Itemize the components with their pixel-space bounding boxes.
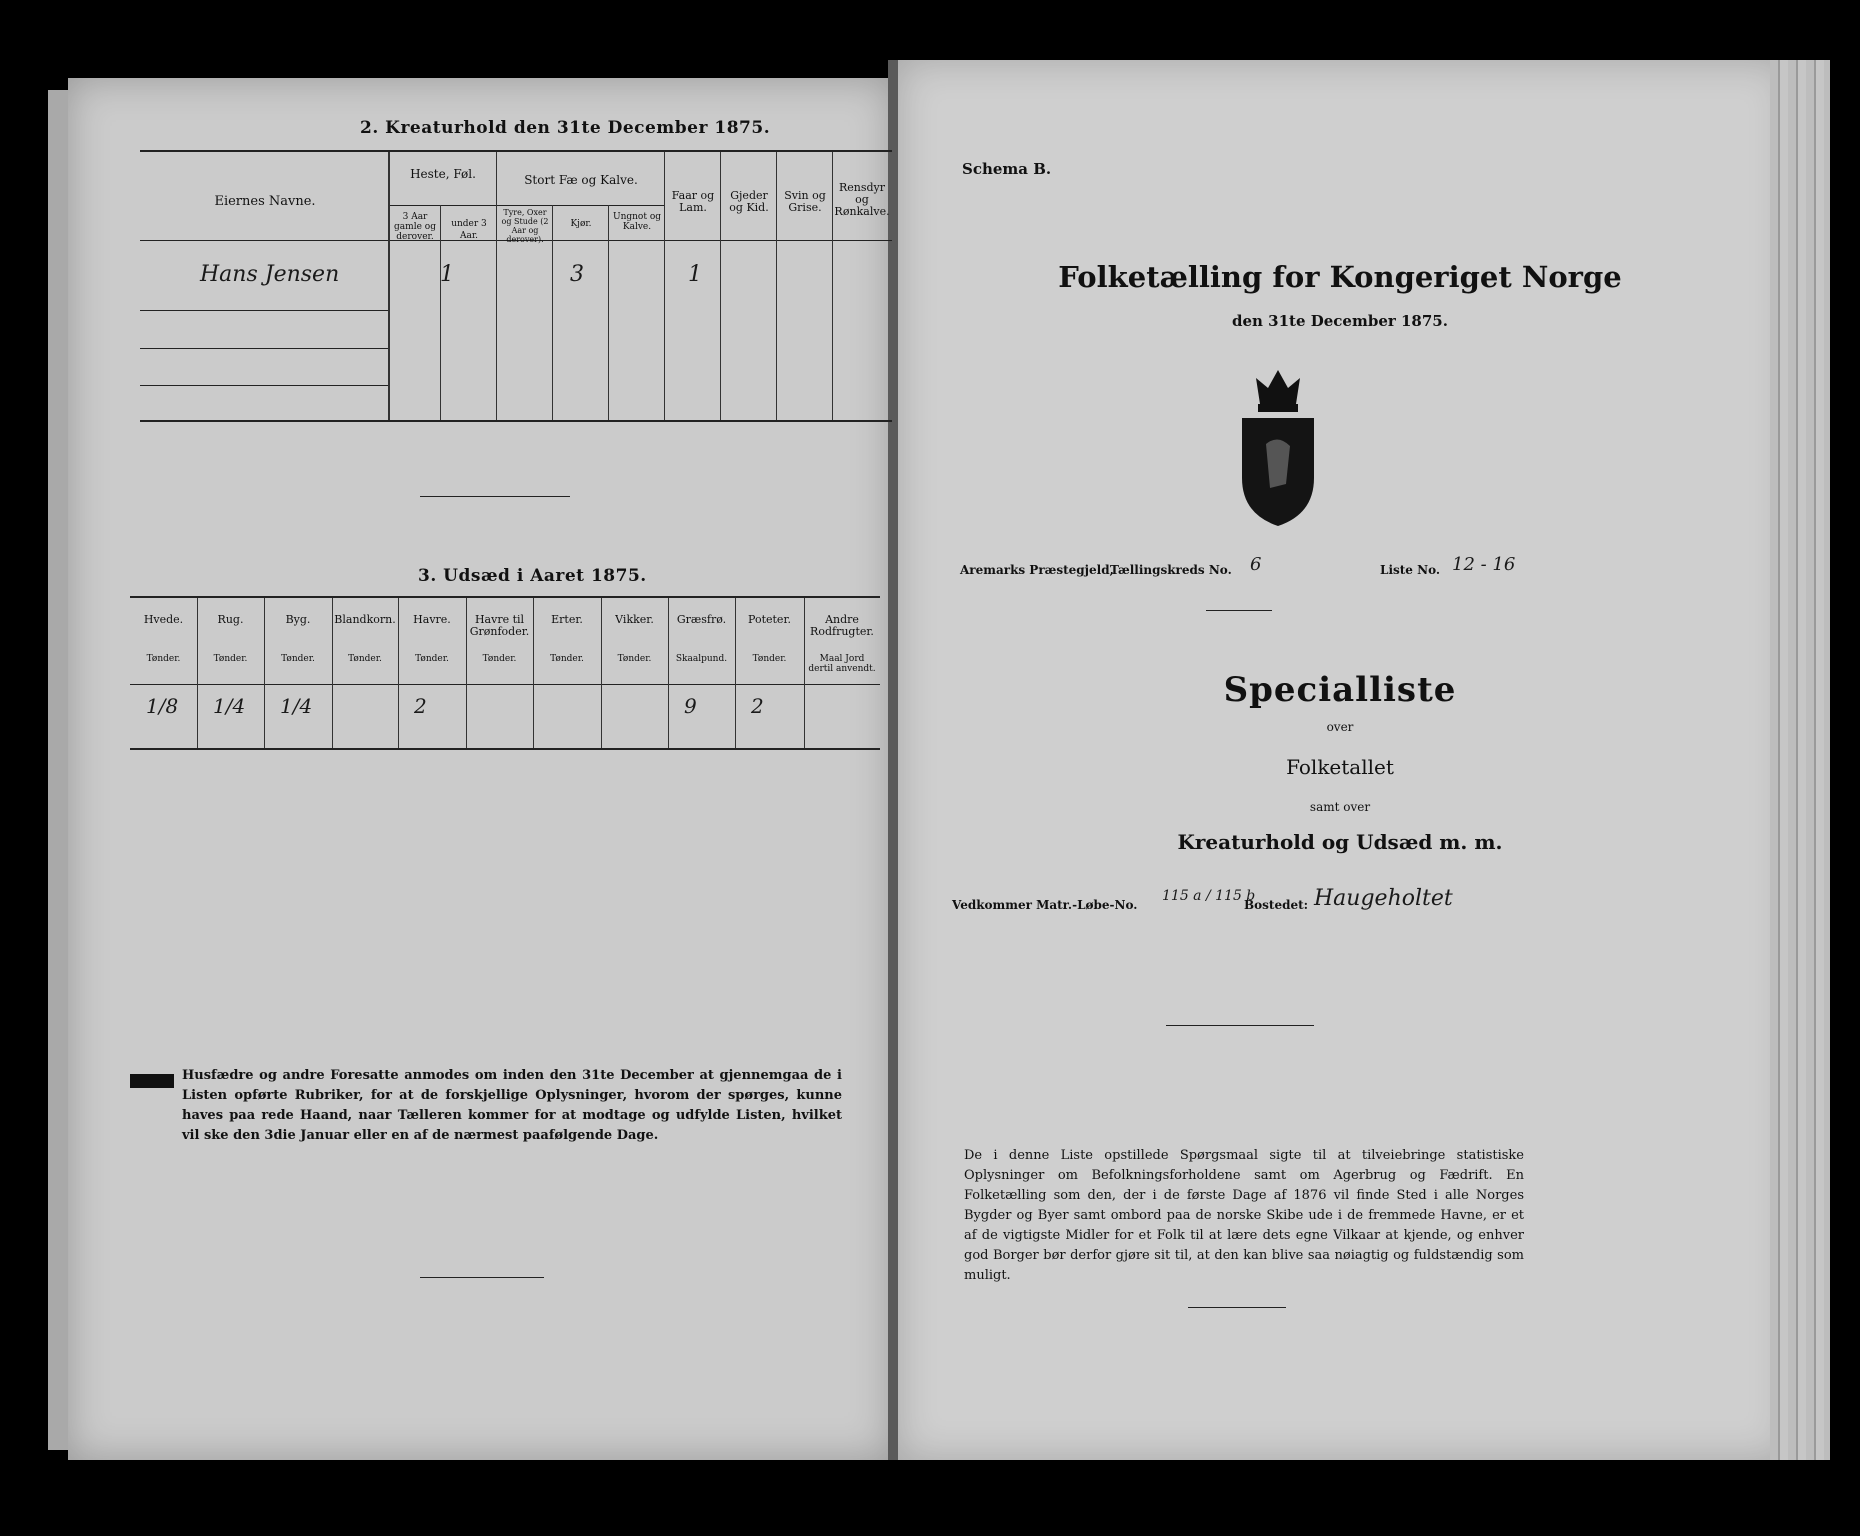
crop-unit: Tønder. xyxy=(281,654,315,664)
crop-unit: Tønder. xyxy=(617,654,652,664)
crop-col-divider xyxy=(668,598,669,748)
crop-header: Vikker. xyxy=(615,613,654,626)
crop-unit: Maal Jord dertil anvendt. xyxy=(808,654,876,674)
liste-value: 12 - 16 xyxy=(1452,554,1516,575)
crop-unit: Tønder. xyxy=(348,654,382,664)
crop-col-divider xyxy=(264,598,265,748)
header-ungnot: Ungnot og Kalve. xyxy=(612,212,661,232)
bostedet-value: Haugeholtet xyxy=(1314,886,1453,911)
crop-unit: Tønder. xyxy=(752,654,787,664)
crop-value: 9 xyxy=(684,694,697,718)
crop-header: Havre til Grønfoder. xyxy=(469,613,530,638)
prestegjeld-label: Aremarks Præstegjeld, xyxy=(960,563,1114,577)
document-title: Folketælling for Kongeriget Norge xyxy=(1058,260,1622,294)
crop-col-divider xyxy=(332,598,333,748)
crop-value: 1/4 xyxy=(280,694,313,718)
header-svin: Svin og Grise. xyxy=(784,189,826,214)
header-heste: Heste, Føl. xyxy=(410,167,476,181)
crop-unit: Tønder. xyxy=(550,654,584,664)
over-text: over xyxy=(1326,720,1354,734)
section-2-title: 2. Kreaturhold den 31te December 1875. xyxy=(360,118,771,138)
matr-label: Vedkommer Matr.-Løbe-No. xyxy=(952,898,1138,912)
intro-paragraph: De i denne Liste opstillede Spørgsmaal sigte til at tilveiebringe statistiske Oplysninger om Befolkningsforholdene samt om Agerbrug og Fædrift. En Folketælling som den, der i de første Dage af 1876 vil finde Sted i alle Norges Bygder og Byer samt ombord paa de norske Skibe ude i de fremmede Havne, er et af de vigtigste Midler for et Folk til at lære dets egne Vilkaar at kjende, og enhver god Borger bør derfor gjøre sit til, at den kan blive saa nøiagtig og fuldstændig som muligt. xyxy=(964,1148,1524,1283)
crop-unit: Tønder. xyxy=(415,654,449,664)
header-kjor: Kjør. xyxy=(570,219,592,229)
left-page xyxy=(68,78,892,1460)
owner-name: Hans Jensen xyxy=(200,262,340,287)
bostedet-label: Bostedet: xyxy=(1244,898,1309,912)
liste-label: Liste No. xyxy=(1380,563,1441,577)
header-heste-3aar: 3 Aar gamle og derover. xyxy=(394,212,436,242)
header-owner: Eiernes Navne. xyxy=(214,194,316,209)
section-3-title: 3. Udsæd i Aaret 1875. xyxy=(418,566,647,586)
crop-header: Erter. xyxy=(551,613,583,626)
kreds-value: 6 xyxy=(1250,554,1262,575)
samt-over-text: samt over xyxy=(1309,800,1371,814)
crop-header: Havre. xyxy=(413,613,451,626)
crop-header: Rug. xyxy=(217,613,244,626)
crop-col-divider xyxy=(601,598,602,748)
crop-value: 1/8 xyxy=(146,694,179,718)
crop-col-divider xyxy=(197,598,198,748)
crop-unit: Tønder. xyxy=(482,654,517,664)
crop-col-divider xyxy=(466,598,467,748)
specialliste-heading: Specialliste xyxy=(1223,670,1457,710)
crop-col-divider xyxy=(804,598,805,748)
header-faar: Faar og Lam. xyxy=(671,189,715,214)
crop-col-divider xyxy=(533,598,534,748)
crop-value: 1/4 xyxy=(213,694,246,718)
crop-col-divider xyxy=(398,598,399,748)
value-heste-3aar: 1 xyxy=(440,262,454,287)
crop-unit: Tønder. xyxy=(213,654,248,664)
pointing-hand-icon xyxy=(130,1074,174,1088)
value-faar: 1 xyxy=(688,262,702,287)
value-kjor: 3 xyxy=(570,262,584,287)
crop-header: Poteter. xyxy=(748,613,791,626)
header-heste-under3: under 3 Aar. xyxy=(451,219,487,241)
crop-header: Andre Rodfrugter. xyxy=(810,613,874,638)
notice-text: Husfædre og andre Foresatte anmodes om inden den 31te December at gjennemgaa de i Listen opførte Rubriker, for at de forskjellige Oplysninger, hvorom der spørges, kunne haves paa rede Haand, naar Tælleren kommer for at modtage og udfylde Listen, hvilket vil ske den 3die Januar eller en af de nærmest paafølgende Dage. xyxy=(182,1068,842,1143)
crop-unit: Tønder. xyxy=(146,654,181,664)
header-rensdyr: Rensdyr og Rønkalve. xyxy=(834,181,890,218)
matr-value: 115 a / 115 b xyxy=(1162,888,1256,904)
kreds-label: Tællingskreds No. xyxy=(1110,563,1232,577)
header-tyre: Tyre, Oxer og Stude (2 Aar og derover). xyxy=(501,208,549,244)
crop-header: Græsfrø. xyxy=(676,613,727,626)
crop-header: Blandkorn. xyxy=(334,613,396,626)
kreaturhold-heading: Kreaturhold og Udsæd m. m. xyxy=(1177,830,1503,854)
crop-unit: Skaalpund. xyxy=(675,654,728,664)
schema-label: Schema B. xyxy=(962,160,1052,178)
crop-col-divider xyxy=(735,598,736,748)
crop-header: Byg. xyxy=(285,613,311,626)
document-subtitle: den 31te December 1875. xyxy=(1232,312,1448,330)
crop-header: Hvede. xyxy=(143,613,184,626)
crop-value: 2 xyxy=(751,694,764,718)
coat-of-arms-icon xyxy=(1238,364,1318,528)
crop-value: 2 xyxy=(414,694,427,718)
header-storfe: Stort Fæ og Kalve. xyxy=(524,173,638,187)
header-gjeder: Gjeder og Kid. xyxy=(729,189,769,214)
folketallet-text: Folketallet xyxy=(1286,755,1394,779)
